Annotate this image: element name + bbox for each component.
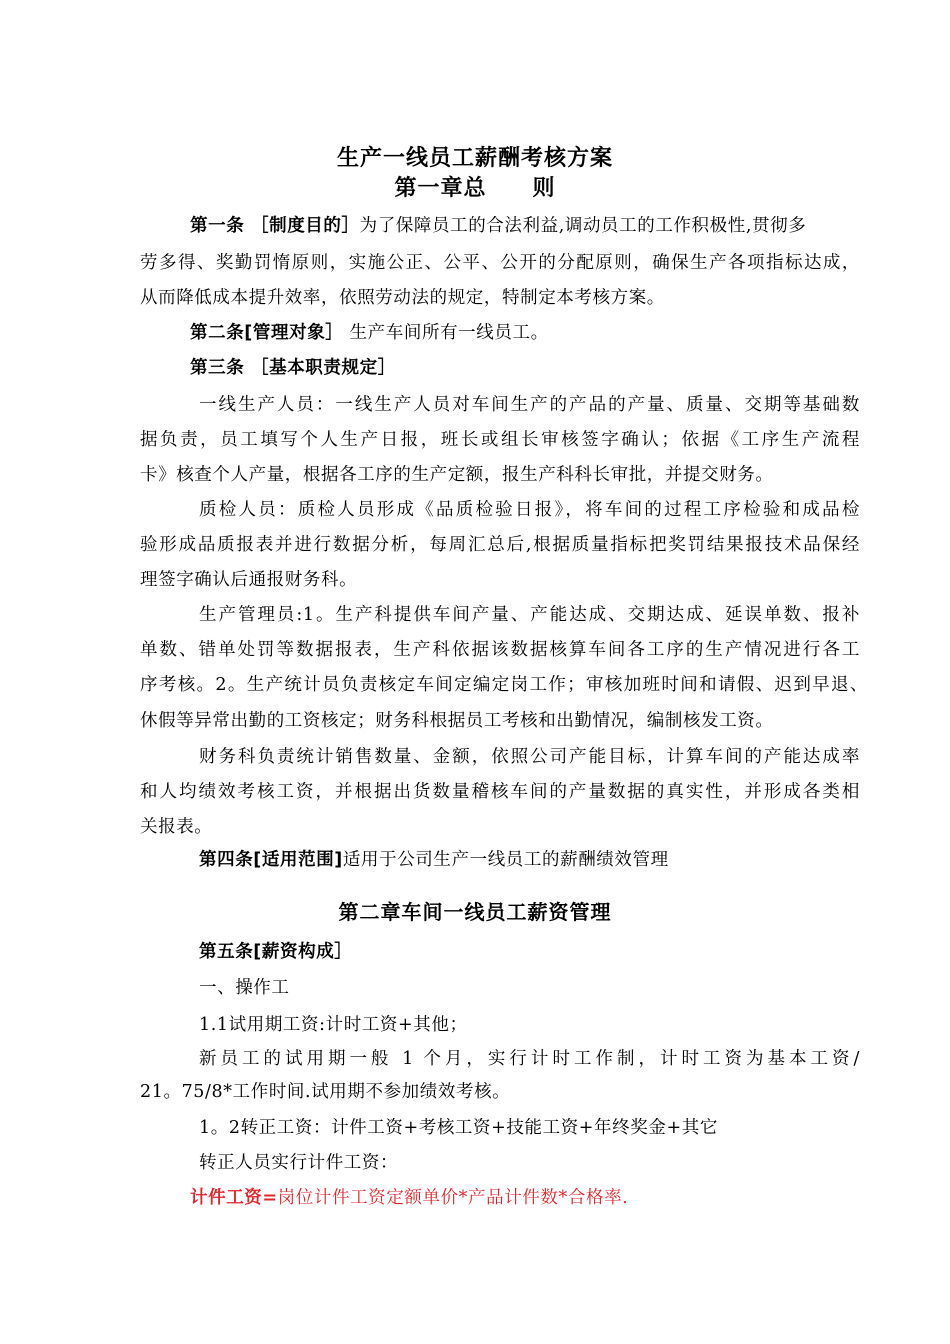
article-4: 第四条[适用范围]适用于公司生产一线员工的薪酬绩效管理 <box>199 850 669 870</box>
production-staff-line-2: 据负责，员工填写个人生产日报，班长或组长审核签字确认；依据《工序生产流程 <box>140 430 860 450</box>
probation-line-1: 新员工的试用期一般 1 个月，实行计时工作制，计时工资为基本工资/ <box>199 1049 860 1069</box>
finance-line-3: 关报表。 <box>140 817 213 837</box>
qc-staff-line-3: 理签字确认后通报财务科。 <box>140 570 358 590</box>
piece-rate-formula: 计件工资=岗位计件工资定额单价*产品计件数*合格率. <box>190 1188 629 1208</box>
article-1-line-2: 劳多得、奖勤罚惰原则，实施公正、公平、公开的分配原则，确保生产各项指标达成， <box>140 253 860 273</box>
article-4-label: 第四条[适用范围] <box>199 850 343 870</box>
qc-staff-line-2: 验形成品质报表并进行数据分析，每周汇总后,根据质量指标把奖罚结果报技术品保经 <box>140 535 860 555</box>
chapter-2-heading: 第二章车间一线员工薪资管理 <box>338 900 612 924</box>
chapter-1-heading: 第一章总 则 <box>394 176 556 201</box>
manager-line-2: 单数、错单处罚等数据报表，生产科依据该数据核算车间各工序的生产情况进行各工 <box>140 640 860 660</box>
article-2-label: 第二条[管理对象］ <box>190 323 344 343</box>
finance-line-1: 财务科负责统计销售数量、金额，依照公司产能目标，计算车间的产能达成率 <box>199 747 860 767</box>
article-1-line-3: 从而降低成本提升效率，依照劳动法的规定，特制定本考核方案。 <box>140 288 665 308</box>
probation-wage: 1.1试用期工资:计时工资+其他； <box>199 1015 468 1035</box>
article-1-label: 第一条 ［制度目的］ <box>190 216 360 236</box>
qc-staff-line-1: 质检人员：质检人员形成《品质检验日报》，将车间的过程工序检验和成品检 <box>199 500 860 520</box>
document-title: 生产一线员工薪酬考核方案 <box>336 146 613 171</box>
regular-wage: 1。2转正工资：计件工资+考核工资+技能工资+年终奖金+其它 <box>199 1118 718 1138</box>
manager-line-1: 生产管理员:1。生产科提供车间产量、产能达成、交期达成、延误单数、报补 <box>199 605 860 625</box>
formula-label: 计件工资= <box>190 1188 278 1208</box>
article-2: 第二条[管理对象］ 生产车间所有一线员工。 <box>190 323 549 343</box>
production-staff-line-3: 卡》核查个人产量，根据各工序的生产定额，报生产科科长审批，并提交财务。 <box>140 465 774 485</box>
piece-rate-intro: 转正人员实行计件工资： <box>199 1153 399 1173</box>
article-1-line-1: 第一条 ［制度目的］为了保障员工的合法利益,调动员工的工作积极性,贯彻多 <box>190 216 807 236</box>
article-3-label: 第三条 ［基本职责规定］ <box>190 358 396 378</box>
probation-line-2: 21。75/8*工作时间.试用期不参加绩效考核。 <box>140 1082 511 1102</box>
section-operator: 一、操作工 <box>199 978 290 998</box>
manager-line-3: 序考核。2。生产统计员负责核定车间定编定岗工作；审核加班时间和请假、迟到早退、 <box>140 675 868 695</box>
finance-line-2: 和人均绩效考核工资，并根据出货数量稽核车间的产量数据的真实性，并形成各类相 <box>140 782 860 802</box>
manager-line-4: 休假等异常出勤的工资核定；财务科根据员工考核和出勤情况，编制核发工资。 <box>140 711 774 731</box>
article-5-label: 第五条[薪资构成］ <box>199 942 353 962</box>
production-staff-line-1: 一线生产人员：一线生产人员对车间生产的产品的产量、质量、交期等基础数 <box>199 395 860 415</box>
